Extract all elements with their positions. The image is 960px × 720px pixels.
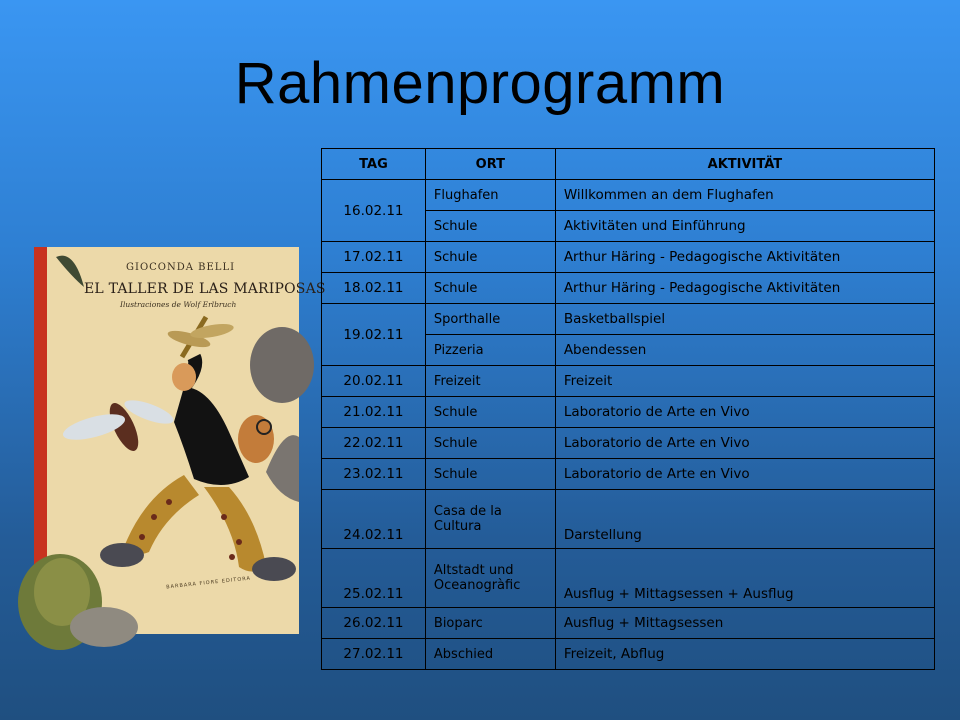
table-header-row — [322, 149, 935, 180]
header-aktivitaet: AKTIVITÄT — [555, 149, 934, 180]
cell-aktivitaet: Ausflug + Mittagsessen — [555, 608, 934, 639]
cell-aktivitaet: Abendessen — [555, 335, 934, 366]
cell-tag: 25.02.11 — [322, 549, 426, 608]
cell-aktivitaet: Aktivitäten und Einführung — [555, 211, 934, 242]
table-row — [322, 180, 935, 211]
table-row — [322, 304, 935, 335]
cell-aktivitaet: Freizeit — [555, 366, 934, 397]
cell-ort: Casa de la Cultura — [425, 490, 555, 549]
cell-tag: 22.02.11 — [322, 428, 426, 459]
schedule-table — [321, 148, 935, 670]
table-row — [322, 366, 935, 397]
cell-ort: Altstadt und Oceanogràfic — [425, 549, 555, 608]
cell-ort: Freizeit — [425, 366, 555, 397]
book-subtitle: Ilustraciones de Wolf Erlbruch — [120, 300, 237, 309]
cell-aktivitaet: Darstellung — [555, 490, 934, 549]
cell-ort: Schule — [425, 397, 555, 428]
cell-aktivitaet: Laboratorio de Arte en Vivo — [555, 397, 934, 428]
table-row — [322, 428, 935, 459]
slide-title: Rahmenprogramm — [234, 51, 726, 116]
cell-ort: Schule — [425, 459, 555, 490]
cell-ort: Flughafen — [425, 180, 555, 211]
cell-tag: 19.02.11 — [322, 304, 426, 366]
cell-aktivitaet: Freizeit, Abflug — [555, 639, 934, 670]
cell-ort: Schule — [425, 428, 555, 459]
cell-aktivitaet: Arthur Häring - Pedagogische Aktivitäten — [555, 242, 934, 273]
table-row — [322, 490, 935, 549]
cell-ort: Schule — [425, 211, 555, 242]
header-ort: ORT — [425, 149, 555, 180]
cell-ort: Schule — [425, 242, 555, 273]
cell-tag: 23.02.11 — [322, 459, 426, 490]
cell-aktivitaet: Laboratorio de Arte en Vivo — [555, 428, 934, 459]
cell-tag: 16.02.11 — [322, 180, 426, 242]
cell-aktivitaet: Arthur Häring - Pedagogische Aktivitäten — [555, 273, 934, 304]
cell-ort: Pizzeria — [425, 335, 555, 366]
table-row — [322, 459, 935, 490]
cell-tag: 18.02.11 — [322, 273, 426, 304]
cell-tag: 20.02.11 — [322, 366, 426, 397]
table-row — [322, 397, 935, 428]
cell-aktivitaet: Basketballspiel — [555, 304, 934, 335]
table-row — [322, 549, 935, 608]
book-title: EL TALLER DE LAS MARIPOSAS — [84, 281, 326, 297]
table-row — [322, 242, 935, 273]
cell-tag: 21.02.11 — [322, 397, 426, 428]
table-row — [322, 273, 935, 304]
table-row — [322, 608, 935, 639]
cell-aktivitaet: Willkommen an dem Flughafen — [555, 180, 934, 211]
book-publisher: BARBARA FIORE EDITORA — [165, 575, 252, 591]
book-cover-image — [34, 247, 326, 634]
cell-ort: Abschied — [425, 639, 555, 670]
table-row — [322, 639, 935, 670]
cell-ort: Schule — [425, 273, 555, 304]
book-author: GIOCONDA BELLI — [126, 262, 236, 273]
cell-tag: 27.02.11 — [322, 639, 426, 670]
cell-aktivitaet: Ausflug + Mittagsessen + Ausflug — [555, 549, 934, 608]
cell-tag: 17.02.11 — [322, 242, 426, 273]
cell-aktivitaet: Laboratorio de Arte en Vivo — [555, 459, 934, 490]
cell-tag: 26.02.11 — [322, 608, 426, 639]
cell-tag: 24.02.11 — [322, 490, 426, 549]
cell-ort: Bioparc — [425, 608, 555, 639]
cell-ort: Sporthalle — [425, 304, 555, 335]
header-tag: TAG — [322, 149, 426, 180]
